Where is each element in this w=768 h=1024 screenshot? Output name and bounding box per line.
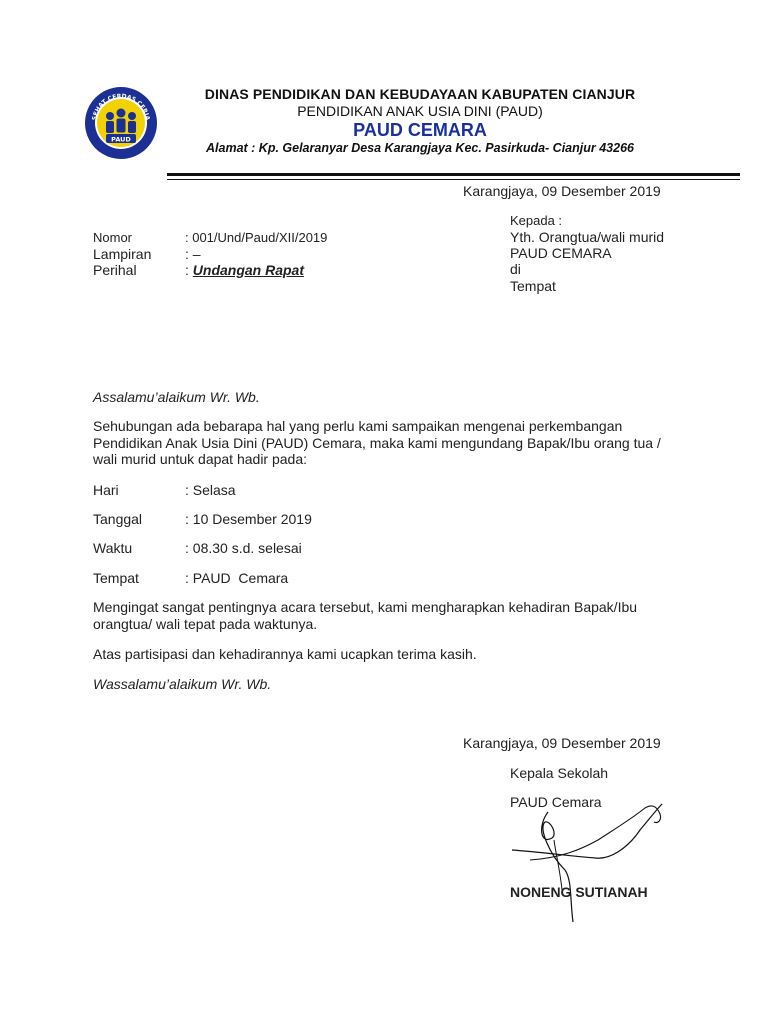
greeting: Assalamu’alaikum Wr. Wb. <box>93 389 260 405</box>
hari-label: Hari <box>93 482 119 498</box>
recipient-line-4: Tempat <box>510 278 556 294</box>
tanggal-label: Tanggal <box>93 511 143 527</box>
tempat-label: Tempat <box>93 570 139 586</box>
closing-paragraph: Mengingat sangat pentingnya acara tersebut, kami mengharapkan kehadiran Bapak/Ibu orangtua/ wali tepat pada waktunya. <box>93 599 638 632</box>
school-address: Alamat : Kp. Gelaranyar Desa Karangjaya Kec. Pasirkuda- Cianjur 43266 <box>206 141 634 155</box>
recipient-line-1: Yth. Orangtua/wali murid <box>510 229 665 245</box>
signature-title: Kepala Sekolah <box>510 765 609 781</box>
recipient-line-2: PAUD CEMARA <box>510 245 612 261</box>
logo-arc-text: SEHAT CERDAS CERIA <box>91 92 151 121</box>
waktu-label: Waktu <box>93 540 133 556</box>
thanks-paragraph: Atas partisipasi dan kehadirannya kami ucapkan terima kasih. <box>93 646 477 662</box>
header-agency-line: DINAS PENDIDIKAN DAN KEBUDAYAAN KABUPATEN CIANJUR <box>204 86 636 102</box>
signature-org: PAUD Cemara <box>510 794 602 810</box>
intro-paragraph: Sehubungan ada bebarapa hal yang perlu kami sampaikan mengenai perkembangan Pendidikan Anak Usia Dini (PAUD) Cemara, maka kami mengundang Bapak/Ibu orang tua / wali murid untuk dapat hadir pada: <box>93 418 661 467</box>
tanggal-value: : 10 Desember 2019 <box>185 511 312 527</box>
recipient-kepada: Kepada : <box>510 213 563 228</box>
handwritten-signature-icon <box>510 800 670 925</box>
recipient-line-3: di <box>510 261 521 277</box>
perihal-label: Perihal <box>93 262 137 278</box>
lampiran-label: Lampiran <box>93 246 152 262</box>
perihal-colon: : <box>185 262 193 278</box>
hari-value: : Selasa <box>185 482 236 498</box>
perihal-value: Undangan Rapat <box>192 262 305 278</box>
farewell: Wassalamu’alaikum Wr. Wb. <box>93 676 272 692</box>
tempat-value: : PAUD Cemara <box>185 570 289 586</box>
school-name: PAUD CEMARA <box>353 120 487 140</box>
logo-label: PAUD <box>111 135 131 144</box>
signatory-name: NONENG SUTIANAH <box>510 884 648 900</box>
nomor-value: : 001/Und/Paud/XII/2019 <box>185 230 328 245</box>
lampiran-value: : – <box>185 246 201 262</box>
perihal-row <box>185 262 304 278</box>
letterhead-rule-thick <box>167 173 740 176</box>
letter-date: Karangjaya, 09 Desember 2019 <box>463 183 661 199</box>
waktu-value: : 08.30 s.d. selesai <box>185 540 302 556</box>
nomor-label: Nomor <box>93 230 133 245</box>
signature-date: Karangjaya, 09 Desember 2019 <box>463 735 661 751</box>
letterhead-rule-thin <box>167 179 740 180</box>
header-institution-line: PENDIDIKAN ANAK USIA DINI (PAUD) <box>297 103 543 119</box>
school-logo-icon <box>84 86 158 160</box>
